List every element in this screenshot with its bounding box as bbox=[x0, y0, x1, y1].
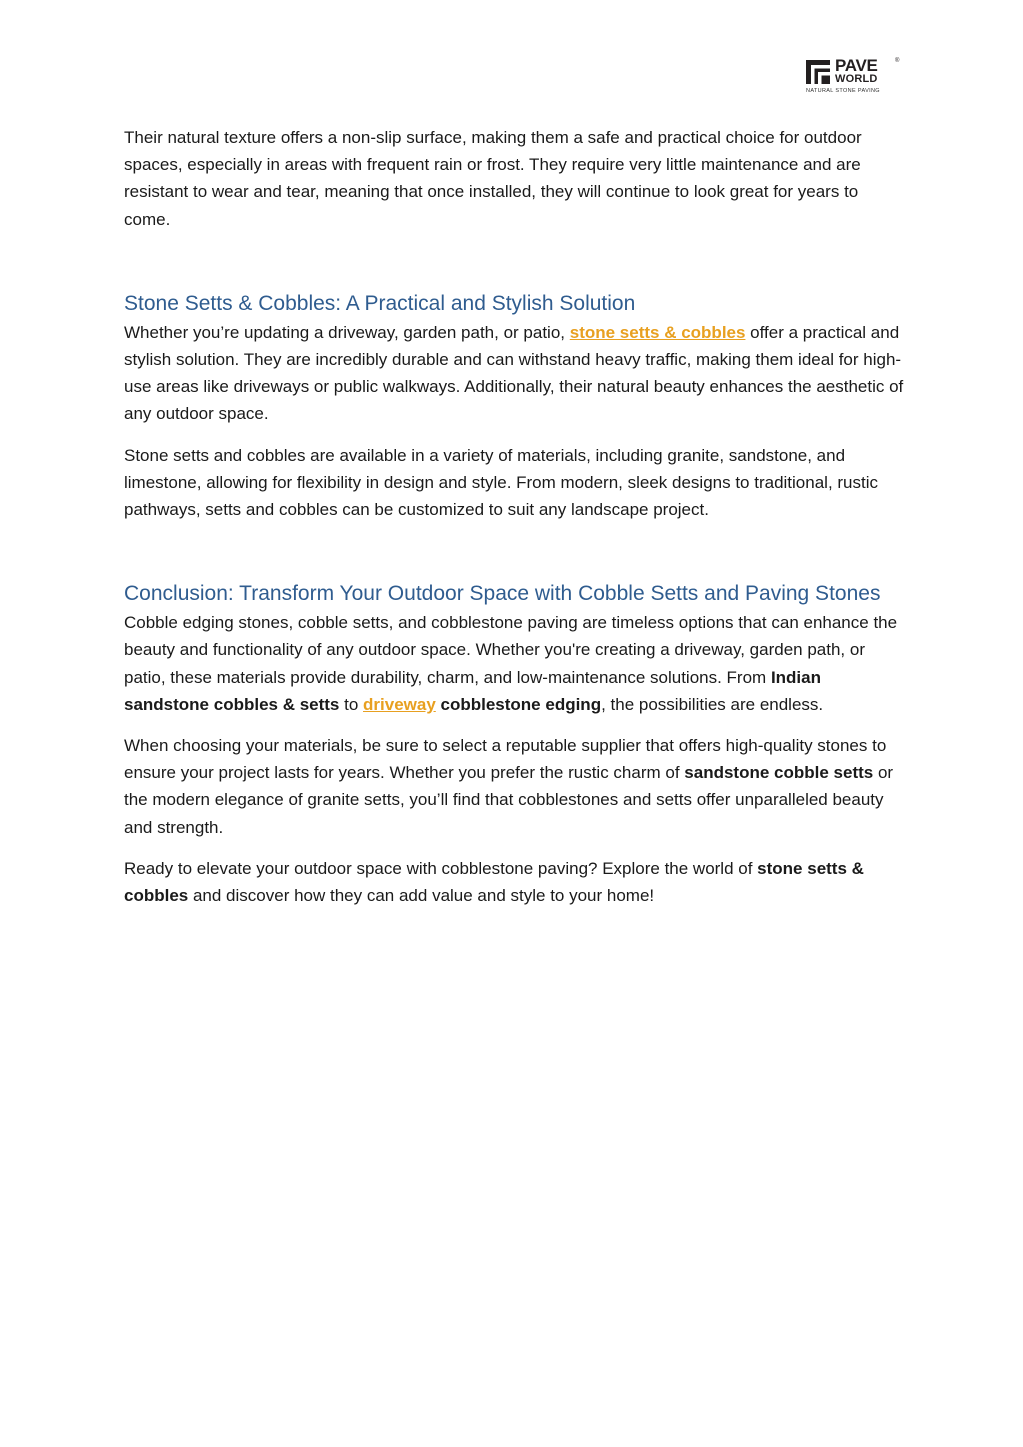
text-run: to bbox=[339, 694, 364, 714]
text-run: offer a practical and stylish solution. They are incredibly durable and can withstand heavy traffic, making them ideal for high-use areas like driveways or public walkways. Additionally, their natural beauty enhances the aesthetic of any outdoor space. bbox=[124, 322, 904, 424]
section2-paragraph-1 bbox=[124, 609, 904, 718]
logo-word-pave: PAVE bbox=[835, 56, 878, 75]
intro-paragraph: Their natural texture offers a non-slip surface, making them a safe and practical choice for outdoor spaces, especially in areas with frequent rain or frost. They require very little maintenance and are resistant to wear and tear, meaning that once installed, they will continue to look great for years to come. bbox=[124, 128, 862, 229]
section-heading-stone-setts: Stone Setts & Cobbles: A Practical and Stylish Solution bbox=[124, 291, 636, 315]
logo-mark-icon bbox=[806, 60, 830, 84]
section2-paragraph-2 bbox=[124, 732, 904, 841]
stone-setts-cobbles-link[interactable]: stone setts & cobbles bbox=[569, 322, 746, 342]
bold-text: sandstone cobble setts bbox=[684, 763, 874, 783]
section1-paragraph-1 bbox=[124, 319, 904, 428]
text-run: Whether you’re updating a driveway, garden path, or patio, bbox=[124, 322, 570, 342]
section-heading-conclusion: Conclusion: Transform Your Outdoor Space with Cobble Setts and Paving Stones bbox=[124, 582, 881, 606]
bold-text: stone setts & cobbles bbox=[124, 858, 864, 906]
bold-text: cobblestone edging bbox=[440, 694, 602, 714]
logo-tagline: NATURAL STONE PAVING bbox=[806, 88, 880, 94]
section1-paragraph-2: Stone setts and cobbles are available in a variety of materials, including granite, sandstone, and limestone, allowing for flexibility in design and style. From modern, sleek designs to traditional, rustic pathways, setts and cobbles can be customized to suit any landscape project. bbox=[124, 445, 879, 520]
section2-paragraph-3 bbox=[124, 855, 904, 909]
document-body bbox=[124, 124, 904, 909]
logo-word-world: WORLD bbox=[835, 73, 878, 85]
text-run: Ready to elevate your outdoor space with cobblestone paving? Explore the world of bbox=[124, 858, 758, 878]
text-run: When choosing your materials, be sure to select a reputable supplier that offers high-quality stones to ensure your project lasts for years. Whether you prefer the rustic charm of bbox=[124, 736, 887, 783]
text-run: and discover how they can add value and style to your home! bbox=[188, 886, 655, 906]
bold-text: Indian sandstone cobbles & setts bbox=[124, 667, 821, 714]
text-run: , the possibilities are endless. bbox=[601, 694, 824, 714]
logo-registered-mark: ® bbox=[895, 58, 900, 64]
pave-world-logo bbox=[806, 56, 900, 100]
text-run: or the modern elegance of granite setts, you’ll find that cobblestones and setts offer unparalleled beauty and strength. bbox=[124, 763, 894, 837]
driveway-link[interactable]: driveway bbox=[363, 694, 436, 714]
text-run: Cobble edging stones, cobble setts, and cobblestone paving are timeless options that can enhance the beauty and functionality of any outdoor space. Whether you're creating a driveway, garden path, or patio, these materials provide durability, charm, and low-maintenance solutions. From bbox=[124, 613, 898, 687]
